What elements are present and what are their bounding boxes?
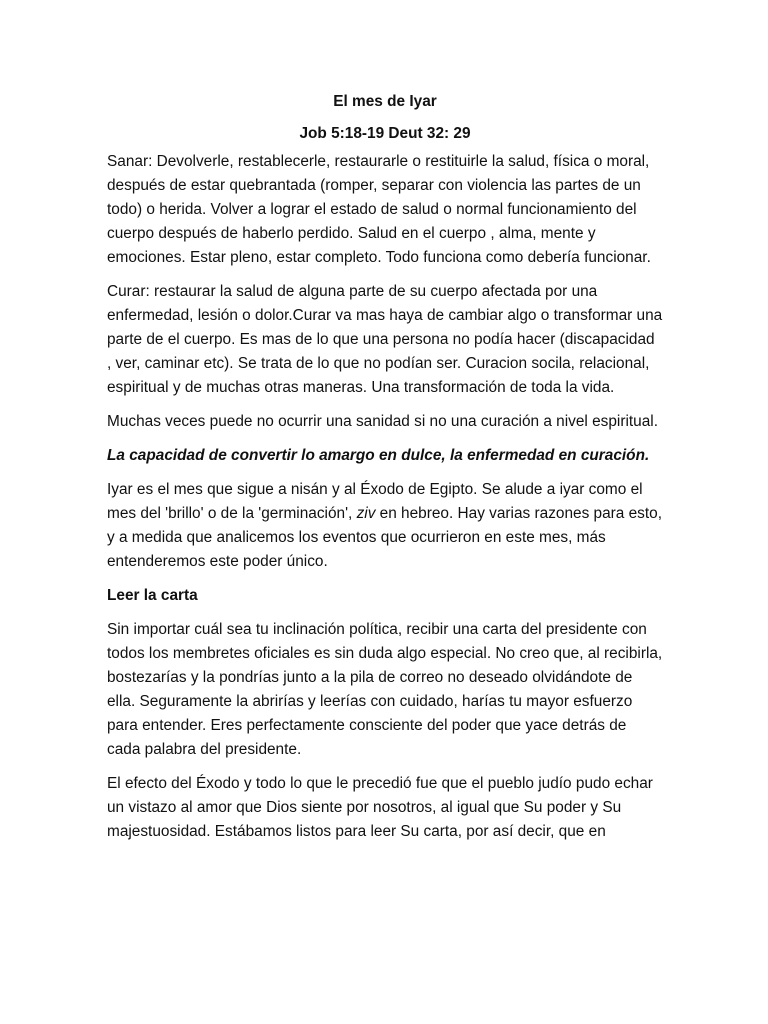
document-title: El mes de Iyar [333,93,437,110]
paragraph-sanidad: Muchas veces puede no ocurrir una sanidad si no una curación a nivel espiritual. [107,413,658,430]
ziv-term: ziv [356,505,376,522]
paragraph-exodo: El efecto del Éxodo y todo lo que le precedió fue que el pueblo judío pudo echar un vistazo al amor que Dios siente por nosotros, al igual que Su poder y Su majestuosidad. Estábamos listos para leer Su carta, por así decir, que en [107,775,653,840]
section-heading: Leer la carta [107,587,198,604]
paragraph-iyar-part2: en hebreo. Hay varias razones para esto, y a medida que analicemos los eventos que ocurrieron en este mes, más entenderemos este poder único. [107,505,662,570]
paragraph-iyar-part1: Iyar es el mes que sigue a nisán y al Éxodo de Egipto. Se alude a iyar como el mes del 'brillo' o de la 'germinación', [107,481,643,522]
emphasis-statement: La capacidad de convertir lo amargo en dulce, la enfermedad en curación. [107,447,650,464]
paragraph-carta: Sin importar cuál sea tu inclinación política, recibir una carta del presidente con todos los membretes oficiales es sin duda algo especial. No creo que, al recibirla, bostezarías y la pondrías junto a la pila de correo no deseado olvidándote de ella. Seguramente la abrirías y leerías con cuidado, harías tu mayor esfuerzo para entender. Eres perfectamente consciente del poder que yace detrás de cada palabra del presidente. [107,621,663,758]
paragraph-sanar: Sanar: Devolverle, restablecerle, restaurarle o restituirle la salud, física o moral, después de estar quebrantada (romper, separar con violencia las partes de un todo) o herida. Volver a lograr el estado de salud o normal funcionamiento del cuerpo después de haberlo perdido. Salud en el cuerpo , alma, mente y emociones. Estar pleno, estar completo. Todo funciona como debería funcionar. [107,153,651,266]
paragraph-iyar [107,478,663,574]
paragraph-curar: Curar: restaurar la salud de alguna parte de su cuerpo afectada por una enfermedad, lesión o dolor.Curar va mas haya de cambiar algo o transformar una parte de el cuerpo. Es mas de lo que una persona no podía hacer (discapacidad , ver, caminar etc). Se trata de lo que no podían ser. Curacion socila, relacional, espiritual y de muchas otras maneras. Una transformación de toda la vida. [107,283,663,396]
document-subtitle: Job 5:18-19 Deut 32: 29 [299,125,471,142]
document-page [107,90,663,854]
